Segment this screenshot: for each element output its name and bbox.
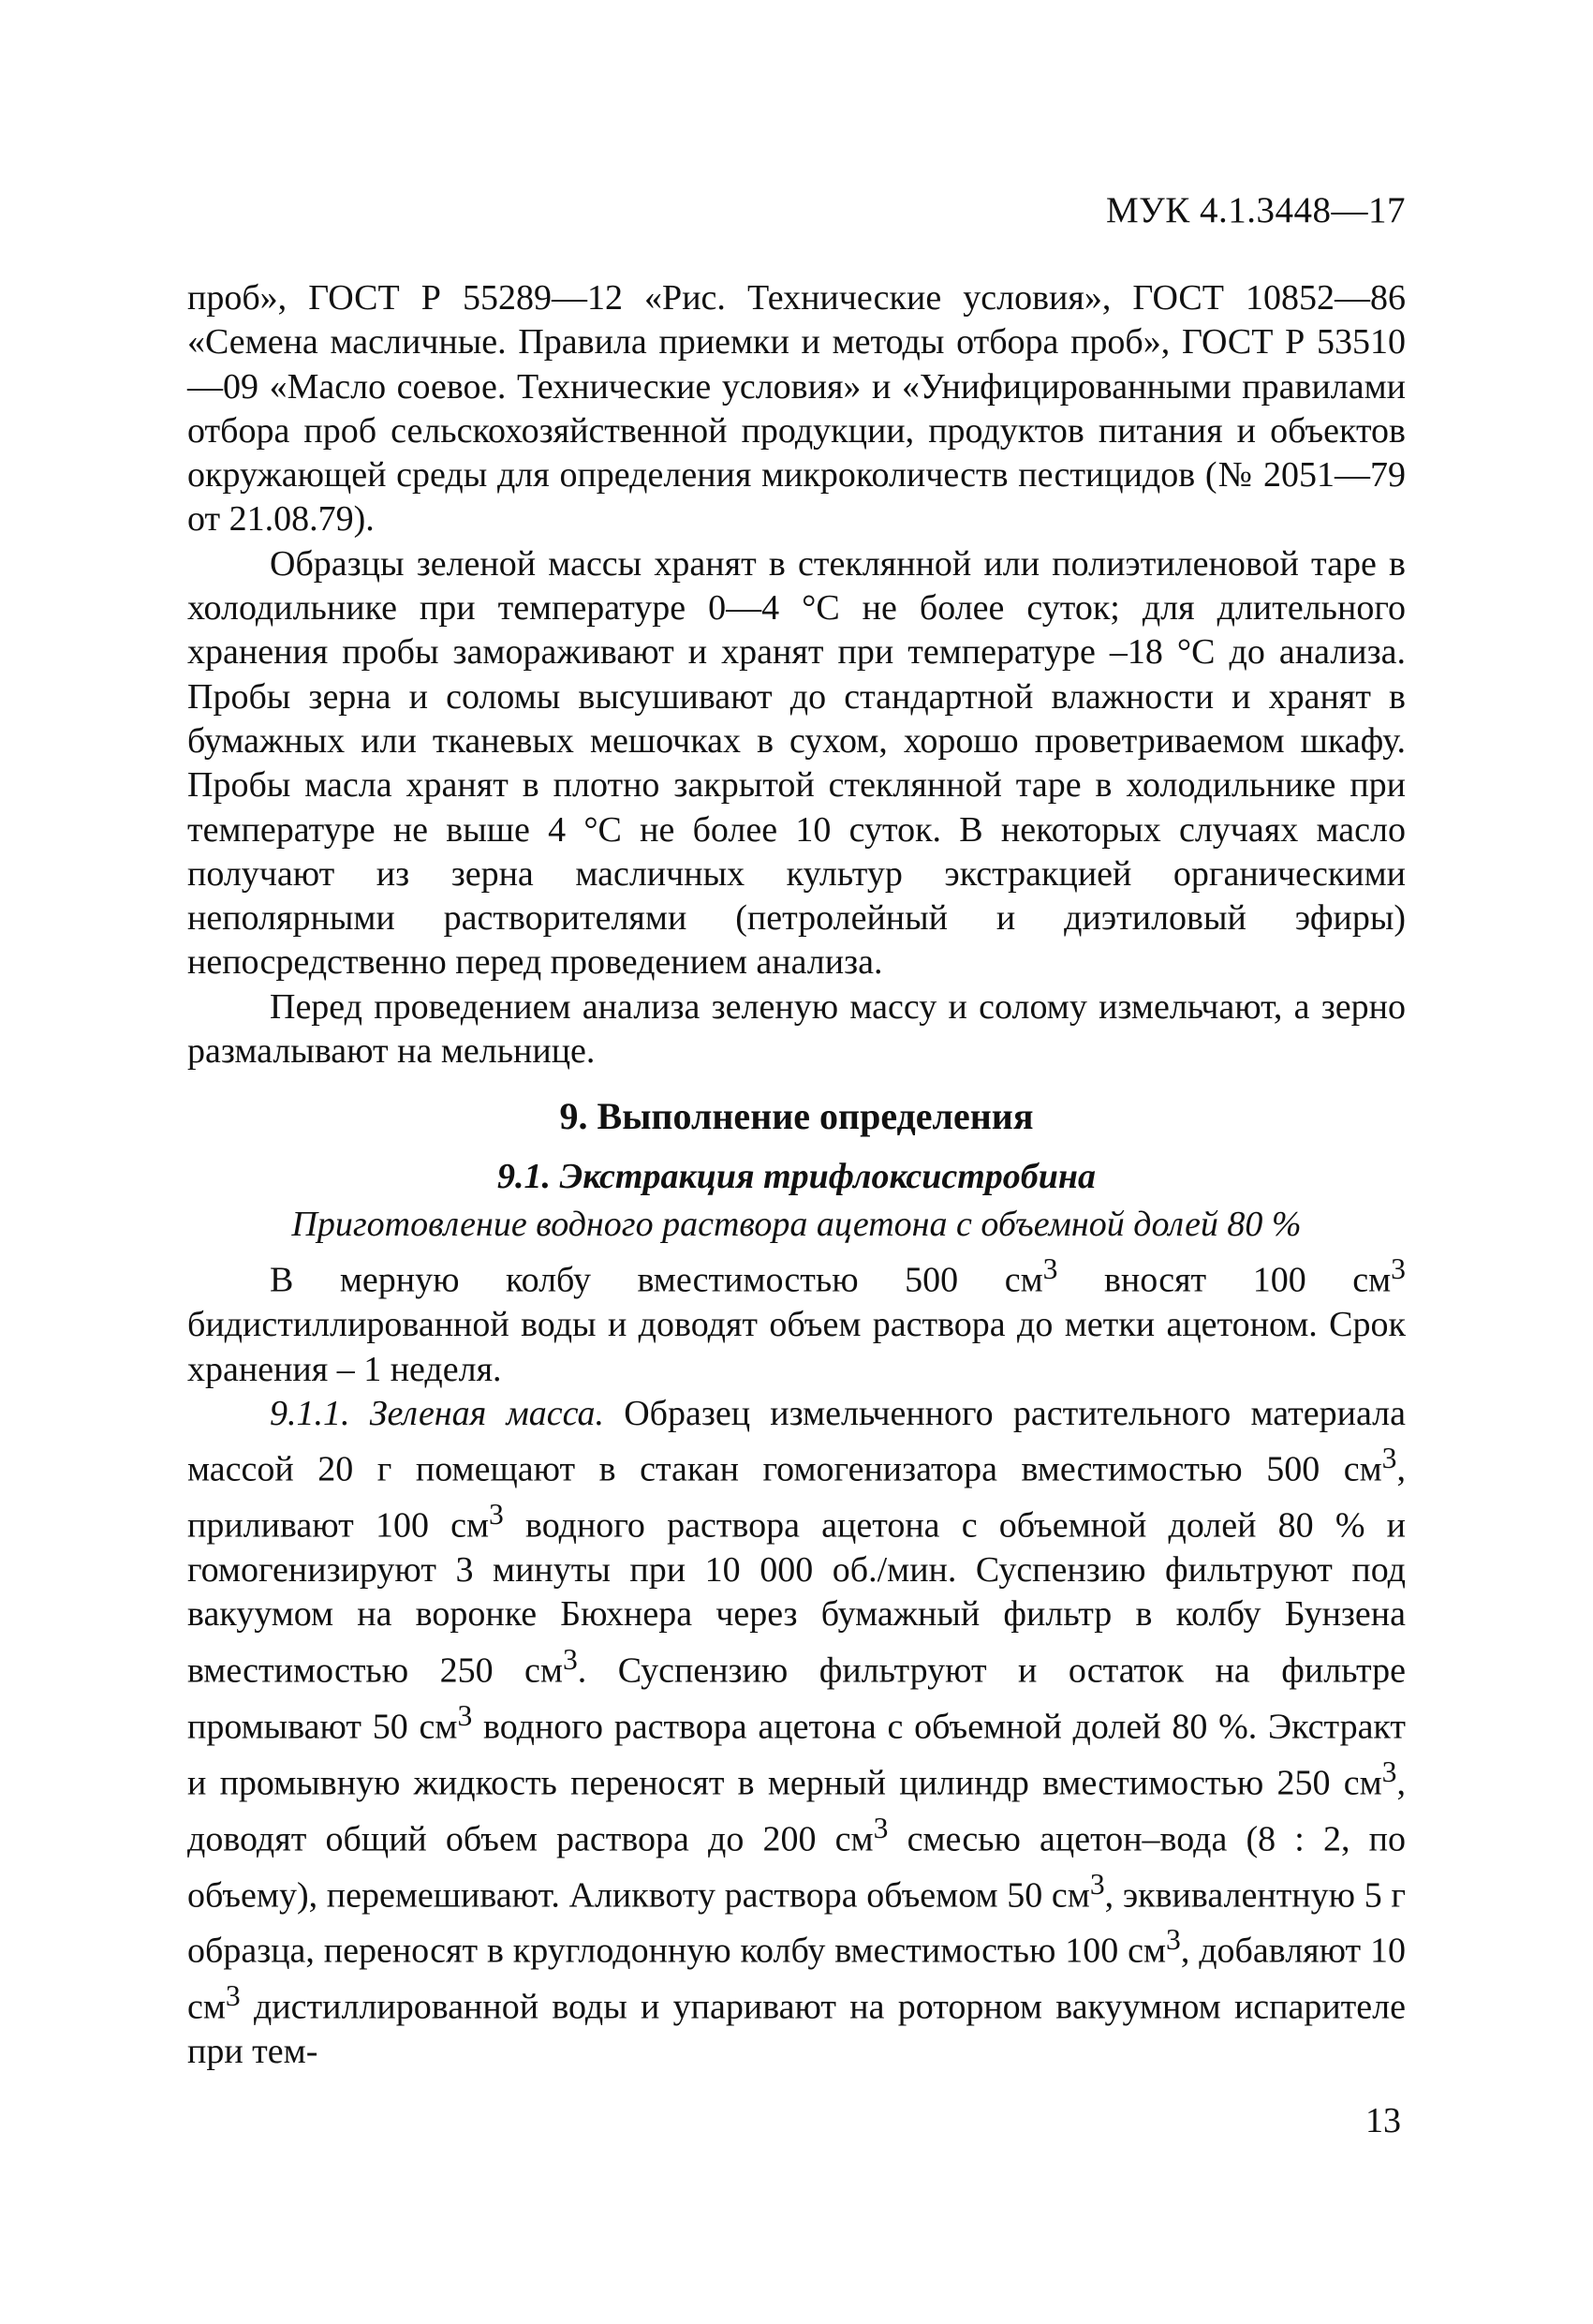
section-heading: 9. Выполнение определения [559, 1095, 1034, 1138]
document-code: МУК 4.1.3448—17 [1105, 190, 1406, 230]
paragraph-green-mass: 9.1.1. Зеленая масса. Образец измельченного растительного материала массой 20 г помещают в стакан гомогенизатора вместимостью 500 $см^3$, приливают 100 $см^3$ водного раствора ацетона с объемной долей 80 % и гомогенизируют 3 минуты при 10 000 об./мин. Суспензию фильтруют под вакуумом на воронке Бюхнера через бумажный фильтр в колбу Бунзена вместимостью 250 $см^3$. Суспензию фильтруют и остаток на фильтре промывают 50 $см^3$ водного раствора ацетона с объемной долей 80 %. Экстракт и промывную жидкость переносят в мерный цилиндр вместимостью 250 $см^3$, доводят общий объем раствора до 200 $см^3$ смесью ацетон–вода (8 : 2, по объему), перемешивают. Аликвоту раствора объемом 50 $см^3$, эквивалентную 5 г образца, переносят в круглодонную колбу вместимостью 100 $см^3$, добавляют 10 $см^3$ дистиллированной воды и упаривают на роторном вакуумном испарителе при тем- [187, 1393, 1407, 2072]
subsection-heading: 9.1. Экстракция трифлоксистробина [497, 1157, 1096, 1197]
page-number: 13 [1365, 2101, 1401, 2140]
document-body [187, 276, 1406, 2075]
paragraph-standards: проб», ГОСТ Р 55289—12 «Рис. Технические условия», ГОСТ 10852—86 «Семена масличные. Правила приемки и методы отбора проб», ГОСТ Р 53510—09 «Масло соевое. Технические условия» и «Унифицированными правилами отбора проб сельскохозяйственной продукции, продуктов питания и объектов окружающей среды для определения микроколичеств пестицидов (№ 2051—79 от 21.08.79). [187, 278, 1406, 540]
paragraph-storage: Образцы зеленой массы хранят в стеклянной или полиэтиленовой таре в холодильнике при температуре 0—4 °С не более суток; для длительного хранения пробы замораживают и хранят при температуре –18 °С до анализа. Пробы зерна и соломы высушивают до стандартной влажности и хранят в бумажных или тканевых мешочках в сухом, хорошо проветриваемом шкафу. Пробы масла хранят в плотно закрытой стеклянной таре в холодильнике при температуре не выше 4 °С не более 10 суток. В некоторых случаях масло получают из зерна масличных культур экстракцией органическими неполярными растворителями (петролейный и диэтиловый эфиры) непосредственно перед проведением анализа. [187, 543, 1406, 983]
paragraph-preparation: Перед проведением анализа зеленую массу и солому измельчают, а зерно размалывают на мельнице. [187, 986, 1406, 1072]
green-mass-label: 9.1.1. Зеленая масса. [270, 1393, 605, 1433]
paragraph-acetone-solution: В мерную колбу вместимостью 500 $см^3$ вносят 100 $см^3$ бидистиллированной воды и доводят объем раствора до метки ацетоном. Срок хранения – 1 неделя. [187, 1252, 1406, 1389]
preparation-heading: Приготовление водного раствора ацетона с объемной долей 80 % [291, 1205, 1302, 1245]
